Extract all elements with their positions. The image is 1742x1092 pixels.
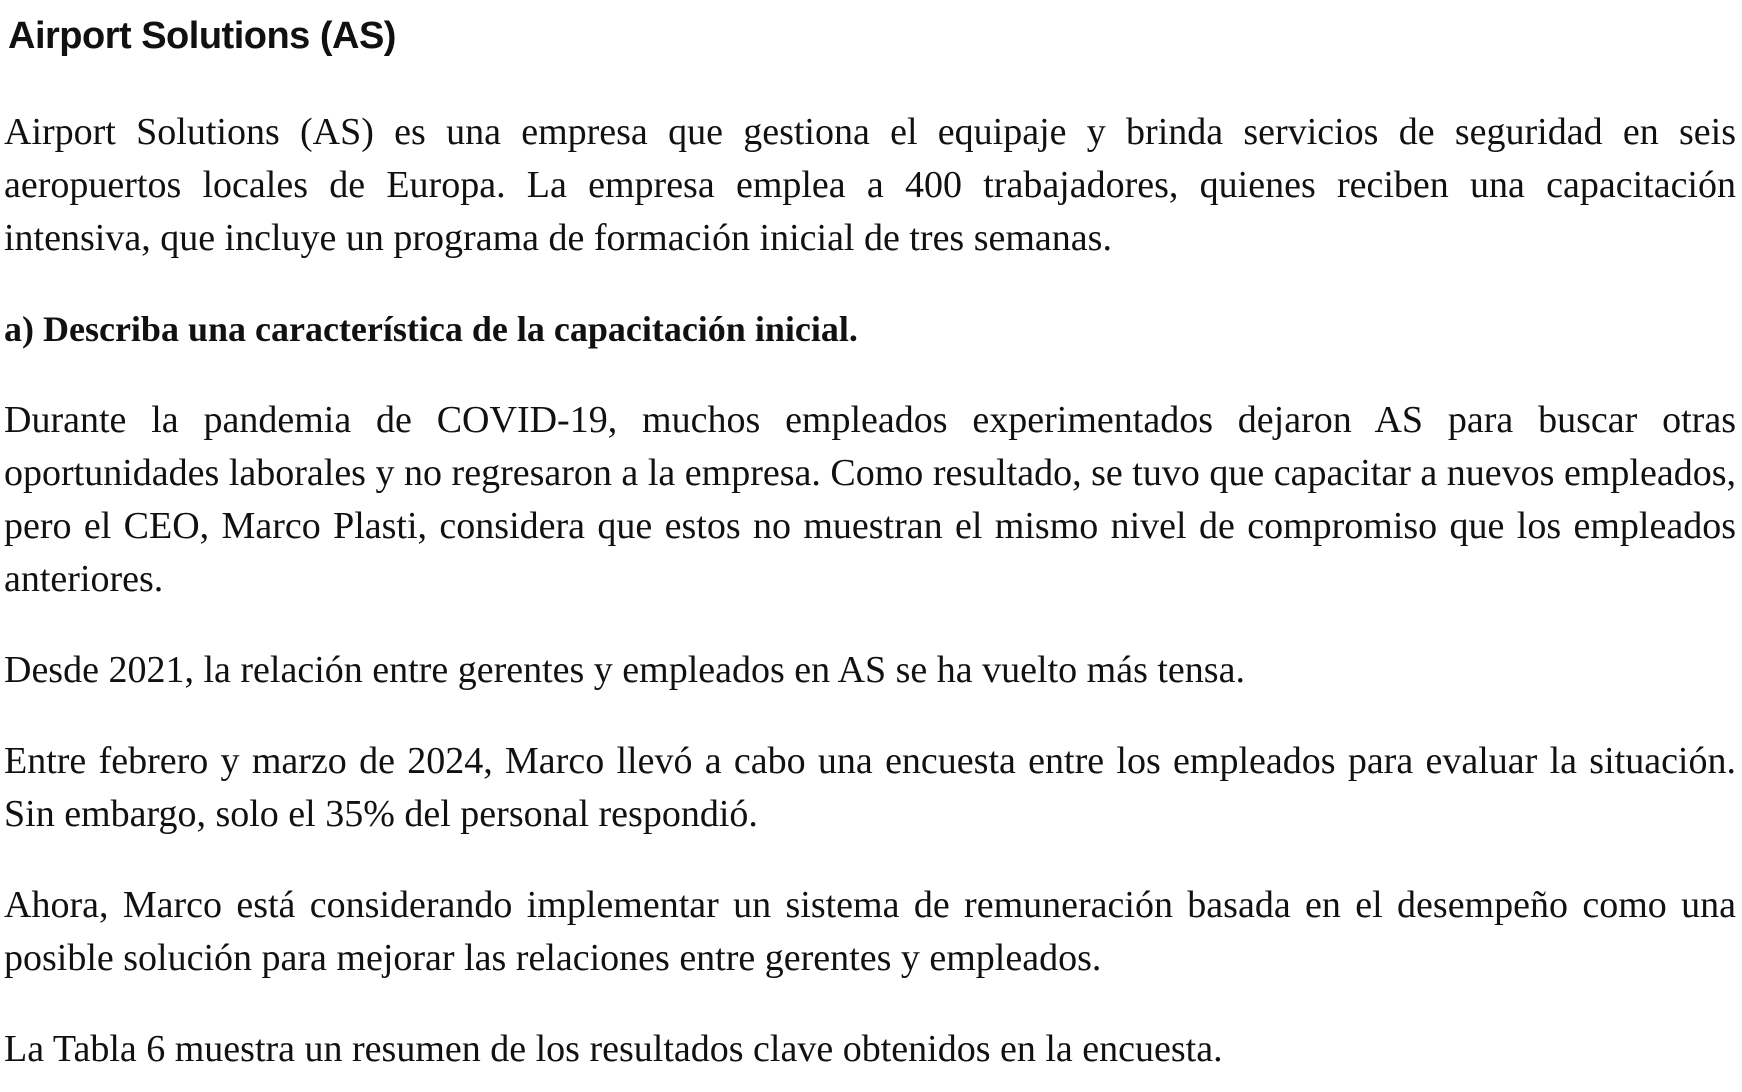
intro-paragraph: Airport Solutions (AS) es una empresa que gestiona el equipaje y brinda servicios de seguridad en seis aeropuertos locales de Europa. La empresa emplea a 400 trabajadores, quienes reciben una capacitación intensiva, que incluye un programa de formación inicial de tres semanas. [4,111,1736,259]
covid-paragraph: Durante la pandemia de COVID-19, muchos empleados experimentados dejaron AS para buscar otras oportunidades laborales y no regresaron a la empresa. Como resultado, se tuvo que capacitar a nuevos empleados, pero el CEO, Marco Plasti, considera que estos no muestran el mismo nivel de compromiso que los empleados anteriores. [4,399,1736,600]
remuneration-paragraph: Ahora, Marco está considerando implementar un sistema de remuneración basada en el desempeño como una posible solución para mejorar las relaciones entre gerentes y empleados. [4,884,1736,979]
document-title: Airport Solutions (AS) [8,15,396,57]
question-a: a) Describa una característica de la capacitación inicial. [4,309,858,349]
survey-paragraph: Entre febrero y marzo de 2024, Marco llevó a cabo una encuesta entre los empleados para evaluar la situación. Sin embargo, solo el 35% del personal respondió. [4,740,1736,835]
document-page [4,0,1736,1076]
relationship-paragraph: Desde 2021, la relación entre gerentes y empleados en AS se ha vuelto más tensa. [4,649,1245,691]
table-reference-paragraph: La Tabla 6 muestra un resumen de los resultados clave obtenidos en la encuesta. [4,1028,1223,1070]
